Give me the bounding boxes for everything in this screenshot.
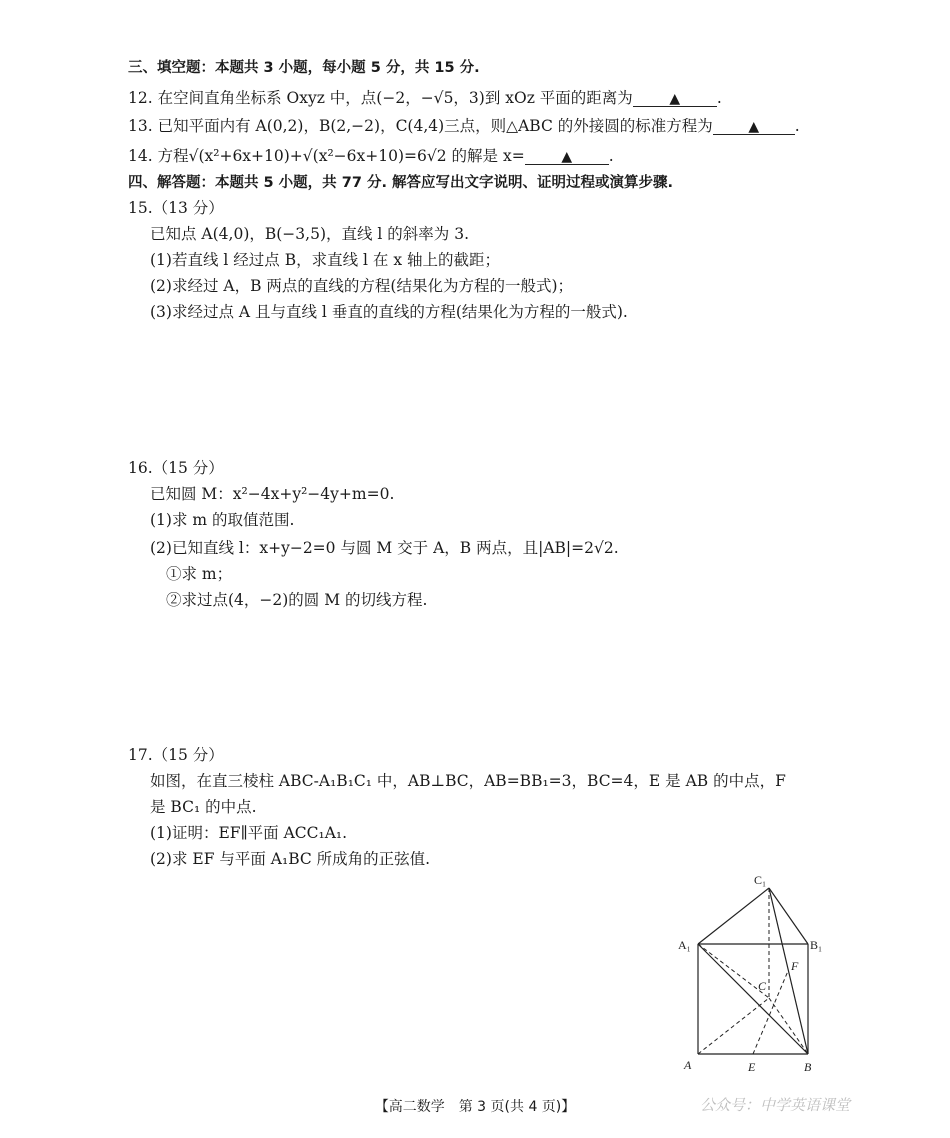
edge-c1-b1	[769, 888, 808, 944]
edge-c1-b	[769, 888, 808, 1054]
section-3-heading: 三、填空题：本题共 3 小题，每小题 5 分，共 15 分.	[128, 60, 480, 76]
watermark: 公众号：中学英语课堂	[700, 1096, 851, 1114]
question-13-text: 13. 已知平面内有 A(0,2)，B(2,−2)，C(4,4)三点，则△ABC 的外接圆的标准方程为	[128, 117, 713, 135]
label-f: F	[791, 959, 799, 973]
question-12-text: 12. 在空间直角坐标系 Oxyz 中，点(−2，−√5，3)到 xOz 平面的距离为	[128, 89, 633, 107]
label-b1: B₁	[810, 938, 823, 952]
label-a1: A₁	[678, 938, 691, 952]
question-15-head: 15.（13 分）	[128, 199, 224, 217]
answer-blank-14	[525, 148, 609, 165]
answer-blank-13	[713, 118, 795, 135]
question-17-part-2: (2)求 EF 与平面 A₁BC 所成角的正弦值.	[150, 850, 431, 868]
label-b: B	[804, 1060, 812, 1074]
answer-blank-12	[633, 90, 717, 107]
edge-a-c	[698, 998, 769, 1054]
question-15-line: 已知点 A(4,0)，B(−3,5)，直线 l 的斜率为 3.	[150, 225, 470, 243]
question-14-end: .	[608, 147, 614, 165]
label-c1: C₁	[754, 873, 767, 887]
edge-c-b	[769, 998, 808, 1054]
question-12-end: .	[716, 89, 722, 107]
question-12	[128, 88, 722, 108]
question-16-line: 已知圆 M：x²−4x+y²−4y+m=0.	[150, 485, 395, 503]
label-a: A	[684, 1058, 692, 1072]
label-c: C	[758, 979, 767, 993]
question-16-part-2-i: ①求 m；	[166, 565, 233, 583]
label-e: E	[748, 1060, 756, 1074]
question-17-line-1: 如图，在直三棱柱 ABC-A₁B₁C₁ 中，AB⊥BC，AB=BB₁=3，BC=4，E 是 AB 的中点，F	[150, 772, 786, 790]
section-4-heading: 四、解答题：本题共 5 小题，共 77 分. 解答应写出文字说明、证明过程或演算步骤.	[128, 175, 674, 191]
question-15-part-3: (3)求经过点 A 且与直线 l 垂直的直线的方程(结果化为方程的一般式).	[150, 303, 628, 321]
question-17-part-1: (1)证明：EF∥平面 ACC₁A₁.	[150, 824, 348, 842]
question-14-text: 14. 方程√(x²+6x+10)+√(x²−6x+10)=6√2 的解是 x=	[128, 147, 525, 165]
question-13	[128, 116, 800, 136]
question-15-part-2: (2)求经过 A，B 两点的直线的方程(结果化为方程的一般式)；	[150, 277, 573, 295]
edge-a1-c1	[698, 888, 769, 944]
triangle-icon: ▲	[561, 149, 573, 165]
question-17-line-2: 是 BC₁ 的中点.	[150, 798, 257, 816]
question-16-part-2: (2)已知直线 l：x+y−2=0 与圆 M 交于 A，B 两点，且|AB|=2√2.	[150, 539, 619, 557]
question-16-part-1: (1)求 m 的取值范围.	[150, 511, 295, 529]
question-14	[128, 146, 614, 166]
question-17-head: 17.（15 分）	[128, 746, 224, 764]
triangle-icon: ▲	[748, 119, 760, 135]
question-16-part-2-ii: ②求过点(4，−2)的圆 M 的切线方程.	[166, 591, 428, 609]
triangle-icon: ▲	[669, 91, 681, 107]
page-footer: 【高二数学 第 3 页(共 4 页)】	[374, 1099, 576, 1115]
question-13-end: .	[794, 117, 800, 135]
question-15-part-1: (1)若直线 l 经过点 B，求直线 l 在 x 轴上的截距；	[150, 251, 500, 269]
question-16-head: 16.（15 分）	[128, 459, 224, 477]
prism-figure	[670, 870, 823, 1080]
